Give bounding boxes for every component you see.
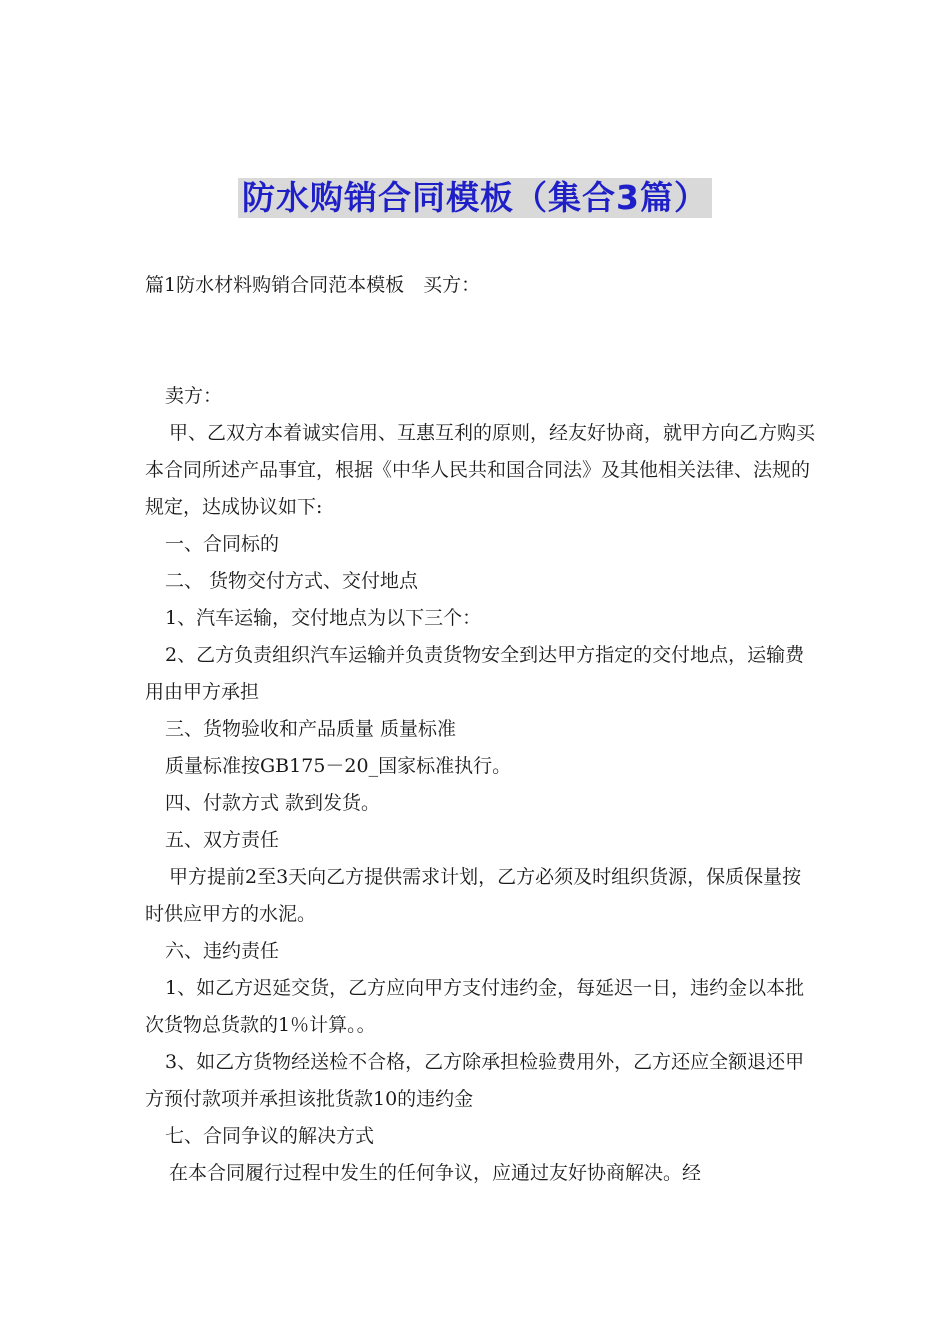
paragraph-seller: 卖方： [165, 385, 223, 407]
section-heading-7: 七、合同争议的解决方式 [165, 1125, 375, 1147]
section-heading-6: 六、违约责任 [165, 940, 280, 962]
paragraph-responsibilities: 甲方提前2至3天向乙方提供需求计划，乙方必须及时组织货源，保质保量按时供应甲方的水泥。 [145, 866, 802, 925]
document-body [145, 378, 815, 1192]
title-container [0, 178, 950, 218]
paragraph-delivery-1: 1、汽车运输，交付地点为以下三个： [165, 607, 482, 629]
section-heading-5: 五、双方责任 [165, 829, 280, 851]
paragraph-breach-1: 1、如乙方迟延交货，乙方应向甲方支付违约金，每延迟一日，违约金以本批次货物总货款的1％计算。。 [145, 977, 805, 1036]
section-heading-3: 三、货物验收和产品质量 质量标准 [165, 718, 457, 740]
document-subtitle: 篇1防水材料购销合同范本模板 买方： [145, 274, 481, 296]
paragraph-quality-standard: 质量标准按GB175－20_国家标准执行。 [165, 755, 512, 777]
paragraph-delivery-2: 2、乙方负责组织汽车运输并负责货物安全到达甲方指定的交付地点，运输费用由甲方承担 [145, 644, 805, 703]
section-heading-1: 一、合同标的 [165, 533, 280, 555]
section-heading-2: 二、 货物交付方式、交付地点 [165, 570, 419, 592]
paragraph-breach-3: 3、如乙方货物经送检不合格，乙方除承担检验费用外，乙方还应全额退还甲方预付款项并承担该批货款10的违约金 [145, 1051, 805, 1110]
paragraph-preamble: 甲、乙双方本着诚实信用、互惠互利的原则，经友好协商，就甲方向乙方购买本合同所述产品事宜，根据《中华人民共和国合同法》及其他相关法律、法规的规定，达成协议如下: [145, 422, 816, 518]
paragraph-dispute: 在本合同履行过程中发生的任何争议，应通过友好协商解决。经 [169, 1162, 702, 1184]
document-title: 防水购销合同模板（集合3篇） [238, 178, 712, 218]
section-heading-4: 四、付款方式 款到发货。 [165, 792, 381, 814]
